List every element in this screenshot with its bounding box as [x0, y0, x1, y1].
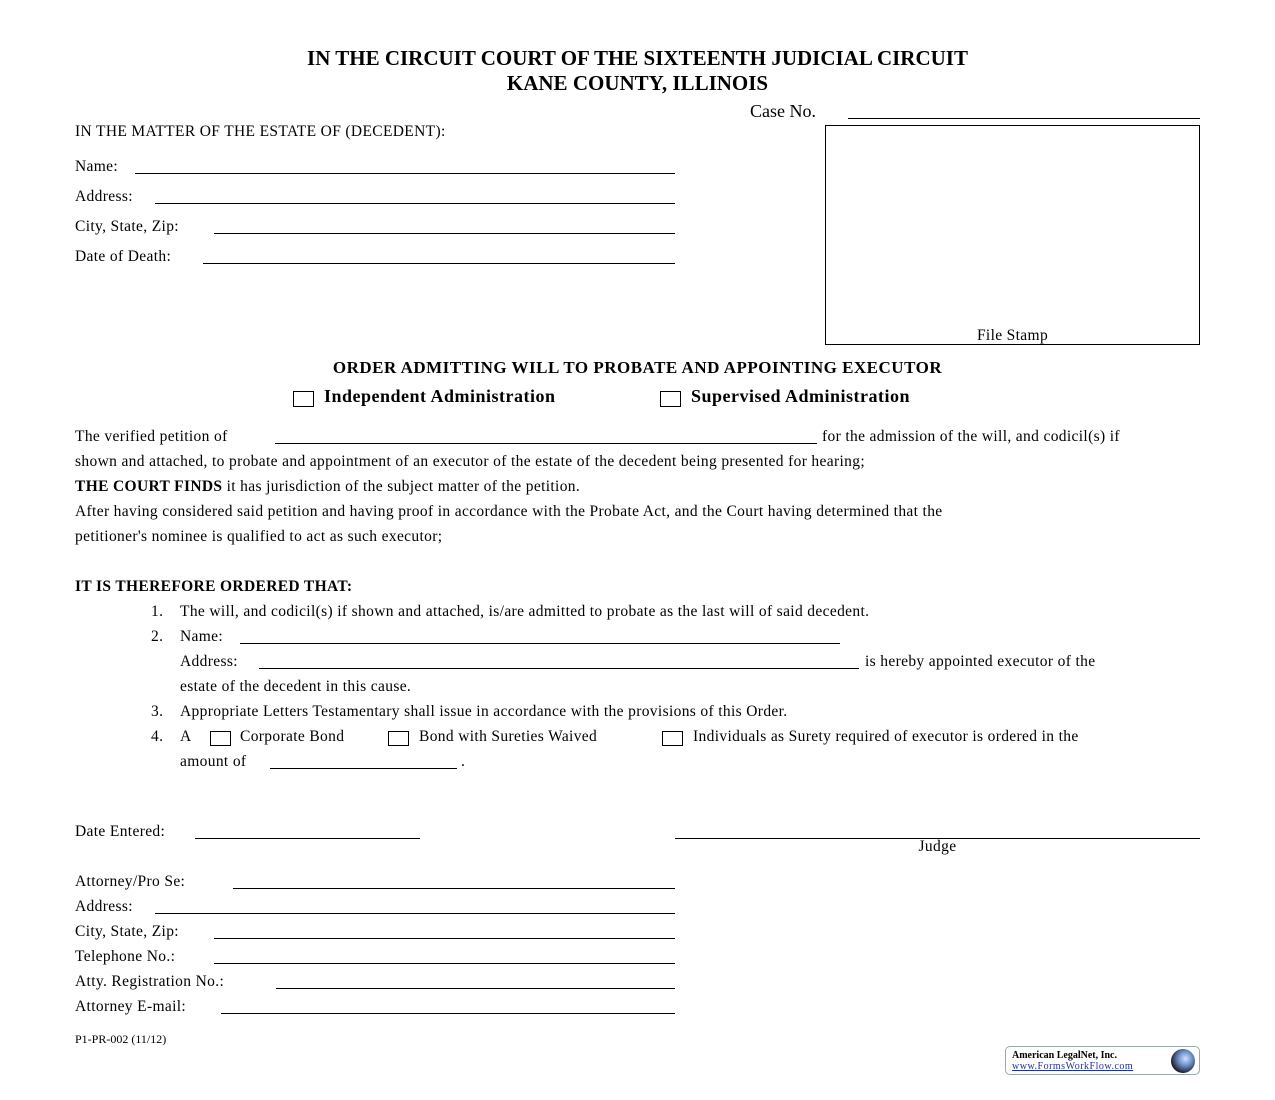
file-stamp-label: File Stamp [976, 327, 1049, 344]
form-id: P1-PR-002 (11/12) [75, 1032, 167, 1046]
attorney-address-field[interactable] [155, 913, 675, 914]
publisher-logo[interactable] [1005, 1046, 1200, 1075]
amount-label: amount of [180, 753, 247, 770]
supervised-admin-checkbox[interactable] [660, 391, 681, 407]
attorney-city-label: City, State, Zip: [75, 923, 179, 940]
judge-label: Judge [918, 838, 957, 855]
item2-number: 2. [151, 628, 164, 645]
date-of-death-label: Date of Death: [75, 248, 172, 265]
individual-surety-checkbox[interactable] [662, 731, 683, 746]
corporate-bond-checkbox[interactable] [210, 731, 231, 746]
item4-number: 4. [151, 728, 164, 745]
order-title: ORDER ADMITTING WILL TO PROBATE AND APPOINTING EXECUTOR [332, 358, 943, 377]
registration-field[interactable] [276, 988, 675, 989]
considered-line: After having considered said petition and having proof in accordance with the Probate Act, and the Court having determined that the [75, 503, 943, 520]
court-title: IN THE CIRCUIT COURT OF THE SIXTEENTH JUDICIAL CIRCUIT [307, 46, 968, 70]
independent-admin-checkbox[interactable] [293, 391, 314, 407]
attorney-label: Attorney/Pro Se: [75, 873, 186, 890]
executor-name-field[interactable] [240, 643, 840, 644]
decedent-address-label: Address: [75, 188, 133, 205]
sureties-waived-checkbox[interactable] [388, 731, 409, 746]
corporate-bond-label: Corporate Bond [240, 728, 345, 745]
item4-prefix: A [180, 728, 192, 745]
file-stamp-box [825, 125, 1200, 345]
ordered-heading: IT IS THEREFORE ORDERED THAT: [75, 578, 353, 595]
attorney-field[interactable] [233, 888, 675, 889]
case-no-label: Case No. [750, 101, 816, 121]
item3-text: Appropriate Letters Testamentary shall issue in accordance with the provisions of this Order. [180, 703, 788, 720]
petition-suffix: for the admission of the will, and codicil(s) if [822, 428, 1120, 445]
independent-admin-label: Independent Administration [324, 386, 556, 406]
decedent-name-label: Name: [75, 158, 119, 175]
decedent-name-field[interactable] [135, 173, 675, 174]
attorney-email-label: Attorney E-mail: [75, 998, 187, 1015]
court-finds-bold: THE COURT FINDS [75, 478, 223, 495]
publisher-name: American LegalNet, Inc. [1012, 1050, 1117, 1061]
amount-period: . [461, 753, 466, 770]
globe-icon [1171, 1049, 1195, 1073]
county-title: KANE COUNTY, ILLINOIS [506, 71, 769, 95]
attorney-email-field[interactable] [221, 1013, 675, 1014]
individual-surety-label: Individuals as Surety required of executor is ordered in the [693, 728, 1079, 745]
registration-label: Atty. Registration No.: [75, 973, 225, 990]
decedent-city-field[interactable] [214, 233, 675, 234]
supervised-admin-label: Supervised Administration [691, 386, 911, 406]
date-entered-label: Date Entered: [75, 823, 166, 840]
telephone-label: Telephone No.: [75, 948, 176, 965]
decedent-address-field[interactable] [155, 203, 675, 204]
decedent-city-label: City, State, Zip: [75, 218, 179, 235]
telephone-field[interactable] [214, 963, 675, 964]
court-finds-line [75, 478, 580, 496]
petition-line2: shown and attached, to probate and appointment of an executor of the estate of the decedent being presented for hearing; [75, 453, 866, 470]
case-no-field[interactable] [848, 118, 1200, 119]
attorney-address-label: Address: [75, 898, 133, 915]
item1-number: 1. [151, 603, 164, 620]
executor-address-field[interactable] [259, 668, 859, 669]
estate-heading: IN THE MATTER OF THE ESTATE OF (DECEDENT): [75, 123, 446, 140]
petition-prefix: The verified petition of [75, 428, 228, 445]
sureties-waived-label: Bond with Sureties Waived [419, 728, 598, 745]
date-of-death-field[interactable] [203, 263, 675, 264]
attorney-city-field[interactable] [214, 938, 675, 939]
publisher-link[interactable]: www.FormsWorkFlow.com [1012, 1061, 1134, 1072]
date-entered-field[interactable] [195, 838, 420, 839]
bond-amount-field[interactable] [270, 768, 457, 769]
petitioner-field[interactable] [275, 443, 817, 444]
court-finds-text: it has jurisdiction of the subject matter of the petition. [226, 478, 581, 495]
item1-text: The will, and codicil(s) if shown and attached, is/are admitted to probate as the last will of said decedent. [180, 603, 870, 620]
nominee-line: petitioner's nominee is qualified to act as such executor; [75, 528, 443, 545]
item2-line3: estate of the decedent in this cause. [180, 678, 412, 695]
executor-address-label: Address: [180, 653, 238, 670]
executor-name-label: Name: [180, 628, 224, 645]
item3-number: 3. [151, 703, 164, 720]
appointed-text: is hereby appointed executor of the [865, 653, 1096, 670]
